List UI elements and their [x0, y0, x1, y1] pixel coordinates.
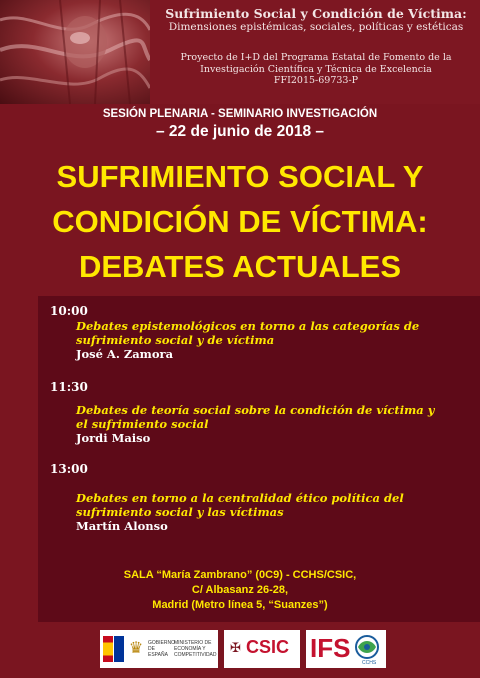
spain-flag-icon [103, 636, 113, 662]
program-slot [50, 380, 470, 446]
main-title-line1: SUFRIMIENTO SOCIAL Y [56, 159, 424, 194]
project-line1: Proyecto de I+D del Programa Estatal de Fomento de la [180, 52, 452, 63]
main-title-line3: DEBATES ACTUALES [78, 249, 402, 284]
program-slot [50, 462, 470, 534]
program-slot [50, 304, 470, 362]
ifs-text: IFS [310, 633, 351, 663]
header-project [158, 52, 474, 87]
slot-talk-line2: sufrimiento social y las víctimas [76, 505, 284, 519]
slot-talk-line2: sufrimiento social y de víctima [76, 333, 275, 347]
header-title-line1: Sufrimiento Social y Condición de Víctima: [165, 6, 467, 21]
header-banner [0, 0, 480, 104]
csic-logo [224, 630, 300, 668]
venue-info [0, 568, 480, 613]
slot-speaker: José A. Zamora [76, 347, 174, 361]
slot-time: 11:30 [50, 380, 88, 394]
session-label: SESIÓN PLENARIA - SEMINARIO INVESTIGACIÓN [102, 108, 378, 120]
logo-strip [100, 630, 386, 670]
venue-line2: C/ Albasanz 26-28, [191, 584, 289, 596]
header-artwork-icon [0, 0, 150, 104]
cchs-text: CCHS [362, 660, 377, 666]
coat-of-arms-icon: ♛ [128, 640, 144, 657]
event-date: – 22 de junio de 2018 – [156, 123, 324, 140]
government-logo [100, 630, 218, 668]
header-image [0, 0, 150, 104]
csic-text: CSIC [246, 637, 290, 657]
eu-flag-icon [114, 636, 124, 662]
header-title-line2: Dimensiones epistémicas, sociales, políticas y estéticas [168, 21, 464, 33]
main-title-line2: CONDICIÓN DE VÍCTIMA: [52, 204, 428, 239]
slot-talk-line1: Debates en torno a la centralidad ético política del [76, 491, 404, 505]
slot-speaker: Jordi Maiso [76, 431, 151, 445]
main-title [0, 154, 480, 289]
venue-line3: Madrid (Metro línea 5, “Suanzes”) [152, 599, 328, 611]
gob-text: GOBIERNO DE ESPAÑA [148, 640, 175, 658]
csic-emblem-icon: ✠ [230, 640, 241, 655]
slot-talk-line1: Debates epistemológicos en torno a las categorías de [76, 319, 420, 333]
header-title [158, 6, 474, 34]
slot-time: 13:00 [50, 462, 88, 476]
project-code: FFI2015-69733-P [273, 75, 359, 86]
ministry-text: MINISTERIO DE ECONOMÍA Y COMPETITIVIDAD [174, 640, 217, 658]
cchs-emblem-icon [352, 634, 382, 662]
slot-speaker: Martín Alonso [76, 519, 168, 533]
slot-time: 10:00 [50, 304, 88, 318]
venue-line1: SALA “María Zambrano” (0C9) - CCHS/CSIC, [123, 569, 357, 581]
slot-talk-line2: el sufrimiento social [76, 417, 209, 431]
ifs-logo [306, 630, 386, 668]
project-line2: Investigación Científica y Técnica de Excelencia [200, 63, 432, 75]
slot-talk-line1: Debates de teoría social sobre la condición de víctima y [76, 403, 435, 417]
